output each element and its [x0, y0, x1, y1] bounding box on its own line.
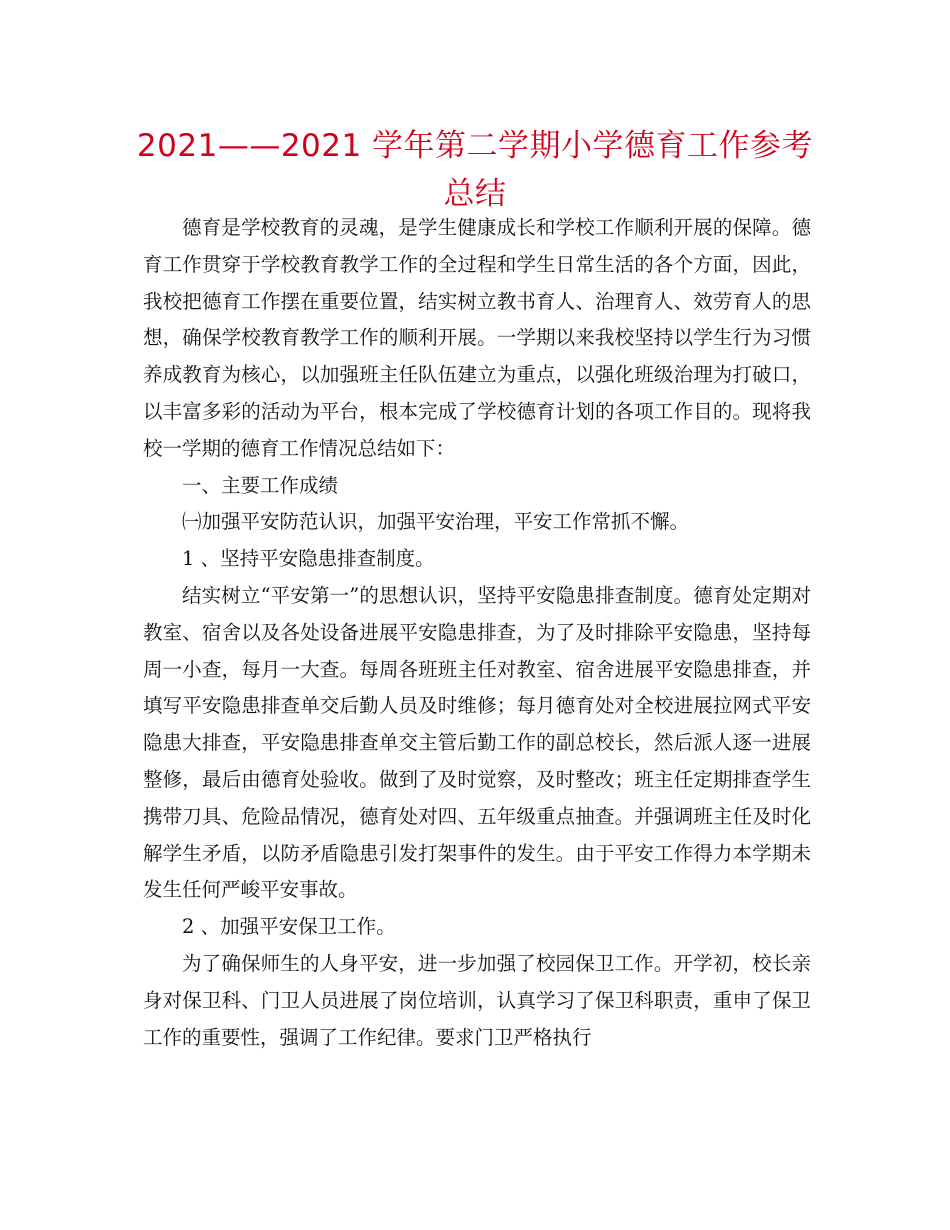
item-paragraph-1: 结实树立“平安第一”的思想认识，坚持平安隐患排查制度。德育处定期对教室、宿舍以及各处设备进展平安隐患排查，为了及时排除平安隐患，坚持每周一小查，每月一大查。每周各班班主任对教室、宿舍进展平安隐患排查，并填写平安隐患排查单交后勤人员及时维修；每月德育处对全校进展拉网式平安隐患大排查，平安隐患排查单交主管后勤工作的副总校长，然后派人逐一进展整修，最后由德育处验收。做到了及时觉察，及时整改；班主任定期排查学生携带刀具、危险品情况，德育处对四、五年级重点抽查。并强调班主任及时化解学生矛盾，以防矛盾隐患引发打架事件的发生。由于平安工作得力本学期未发生任何严峻平安事故。: [143, 583, 811, 902]
intro-paragraph: 德育是学校教育的灵魂，是学生健康成长和学校工作顺利开展的保障。德育工作贯穿于学校教育教学工作的全过程和学生日常生活的各个方面，因此，我校把德育工作摆在重要位置，结实树立教书育人、治理育人、效劳育人的思想，确保学校教育教学工作的顺利开展。一学期以来我校坚持以学生行为习惯养成教育为核心，以加强班主任队伍建立为重点，以强化班级治理为打破口，以丰富多彩的活动为平台，根本完成了学校德育计划的各项工作目的。现将我校一学期的德育工作情况总结如下：: [143, 216, 811, 460]
title-line-2: 总结: [443, 176, 507, 212]
item-heading-1: 1 、坚持平安隐患排查制度。: [182, 547, 435, 571]
item-paragraph-2: 为了确保师生的人身平安，进一步加强了校园保卫工作。开学初，校长亲身对保卫科、门卫人员进展了岗位培训，认真学习了保卫科职责，重申了保卫工作的重要性，强调了工作纪律。要求门卫严格执行: [143, 951, 811, 1049]
title-line-1: 2021——2021 学年第二学期小学德育工作参考: [136, 128, 814, 164]
subsection-heading: ㈠加强平安防范认识，加强平安治理，平安工作常抓不懈。: [182, 510, 690, 534]
section-heading: 一、主要工作成绩: [182, 473, 339, 497]
item-heading-2: 2 、加强平安保卫工作。: [182, 915, 396, 939]
document-title: [120, 122, 830, 218]
document-body: [143, 210, 811, 1056]
